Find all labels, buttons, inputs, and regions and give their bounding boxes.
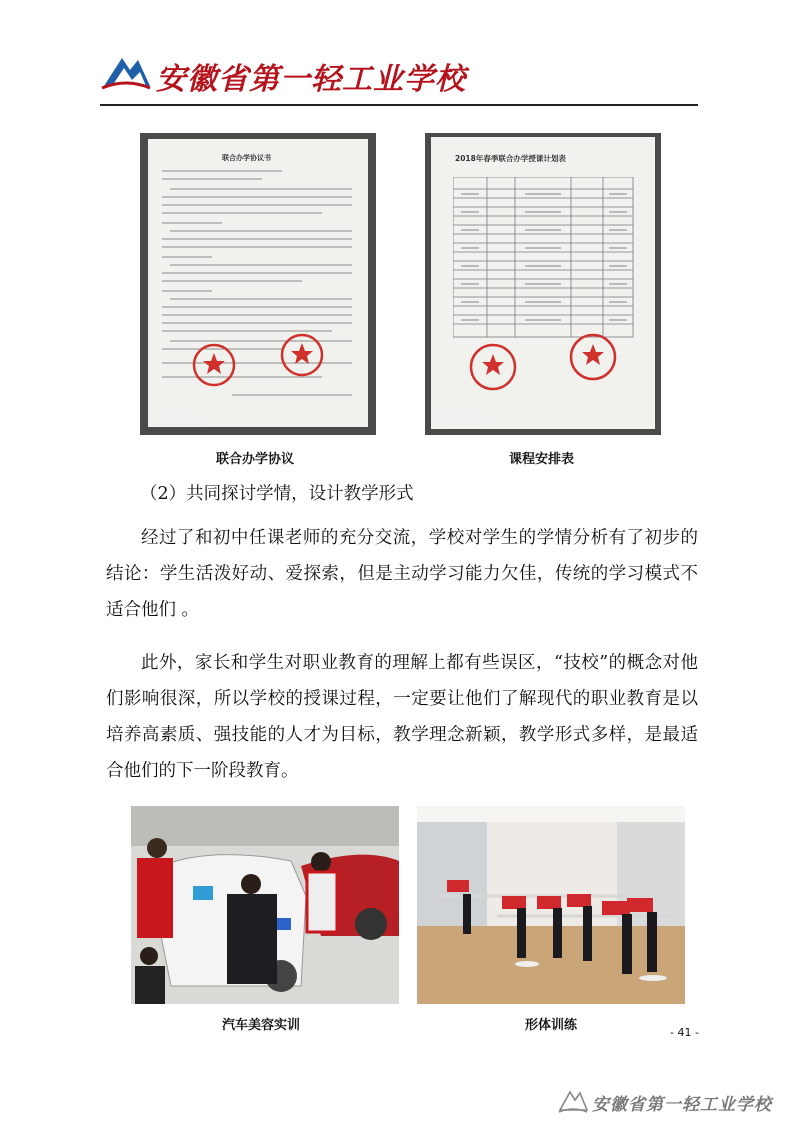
footer-school-name: 安徽省第一轻工业学校 bbox=[592, 1095, 772, 1115]
agreement-photo bbox=[140, 133, 376, 435]
dance-training-photo bbox=[417, 806, 685, 1004]
schedule-table bbox=[453, 177, 639, 417]
body-paragraph-2: 此外，家长和学生对职业教育的理解上都有些误区，“技校”的概念对他们影响很深，所以学校的授课过程，一定要让他们了解现代的职业教育是以培养高素质、强技能的人才为目标，教学理念新颖，教学形式多样，是最适合他们的下一阶段教育。 bbox=[106, 653, 698, 781]
footer-logo-icon bbox=[558, 1088, 588, 1114]
car-training-caption: 汽车美容实训 bbox=[222, 1018, 301, 1033]
section-heading: （2）共同探讨学情，设计教学形式 bbox=[140, 484, 414, 504]
schedule-doc-title: 2018年春季联合办学授课计划表 bbox=[455, 154, 566, 163]
agreement-camera-watermark: SHOT ON MI 6 MI DUAL CAMERA bbox=[148, 411, 205, 427]
header-divider bbox=[100, 104, 698, 106]
header-school-name: 安徽省第一轻工业学校 bbox=[156, 62, 466, 97]
page-number: - 41 - bbox=[670, 1026, 699, 1039]
dance-training-caption: 形体训练 bbox=[525, 1018, 578, 1033]
school-logo-icon bbox=[100, 52, 152, 92]
body-paragraph-1: 经过了和初中任课老师的充分交流，学校对学生的学情分析有了初步的结论：学生活泼好动、爱探索，但是主动学习能力欠佳，传统的学习模式不适合他们 。 bbox=[106, 528, 698, 620]
schedule-photo bbox=[425, 133, 661, 435]
agreement-doc-title: 联合办学协议书 bbox=[222, 154, 271, 162]
schedule-camera-watermark: SHOT ON MI 6 MI DUAL CAMERA bbox=[433, 411, 490, 427]
schedule-caption: 课程安排表 bbox=[509, 452, 575, 467]
car-scene-illustration bbox=[131, 806, 399, 1004]
agreement-caption: 联合办学协议 bbox=[216, 452, 295, 467]
agreement-text-lines bbox=[162, 167, 358, 407]
car-training-photo bbox=[131, 806, 399, 1004]
dance-scene-illustration bbox=[417, 806, 685, 1004]
